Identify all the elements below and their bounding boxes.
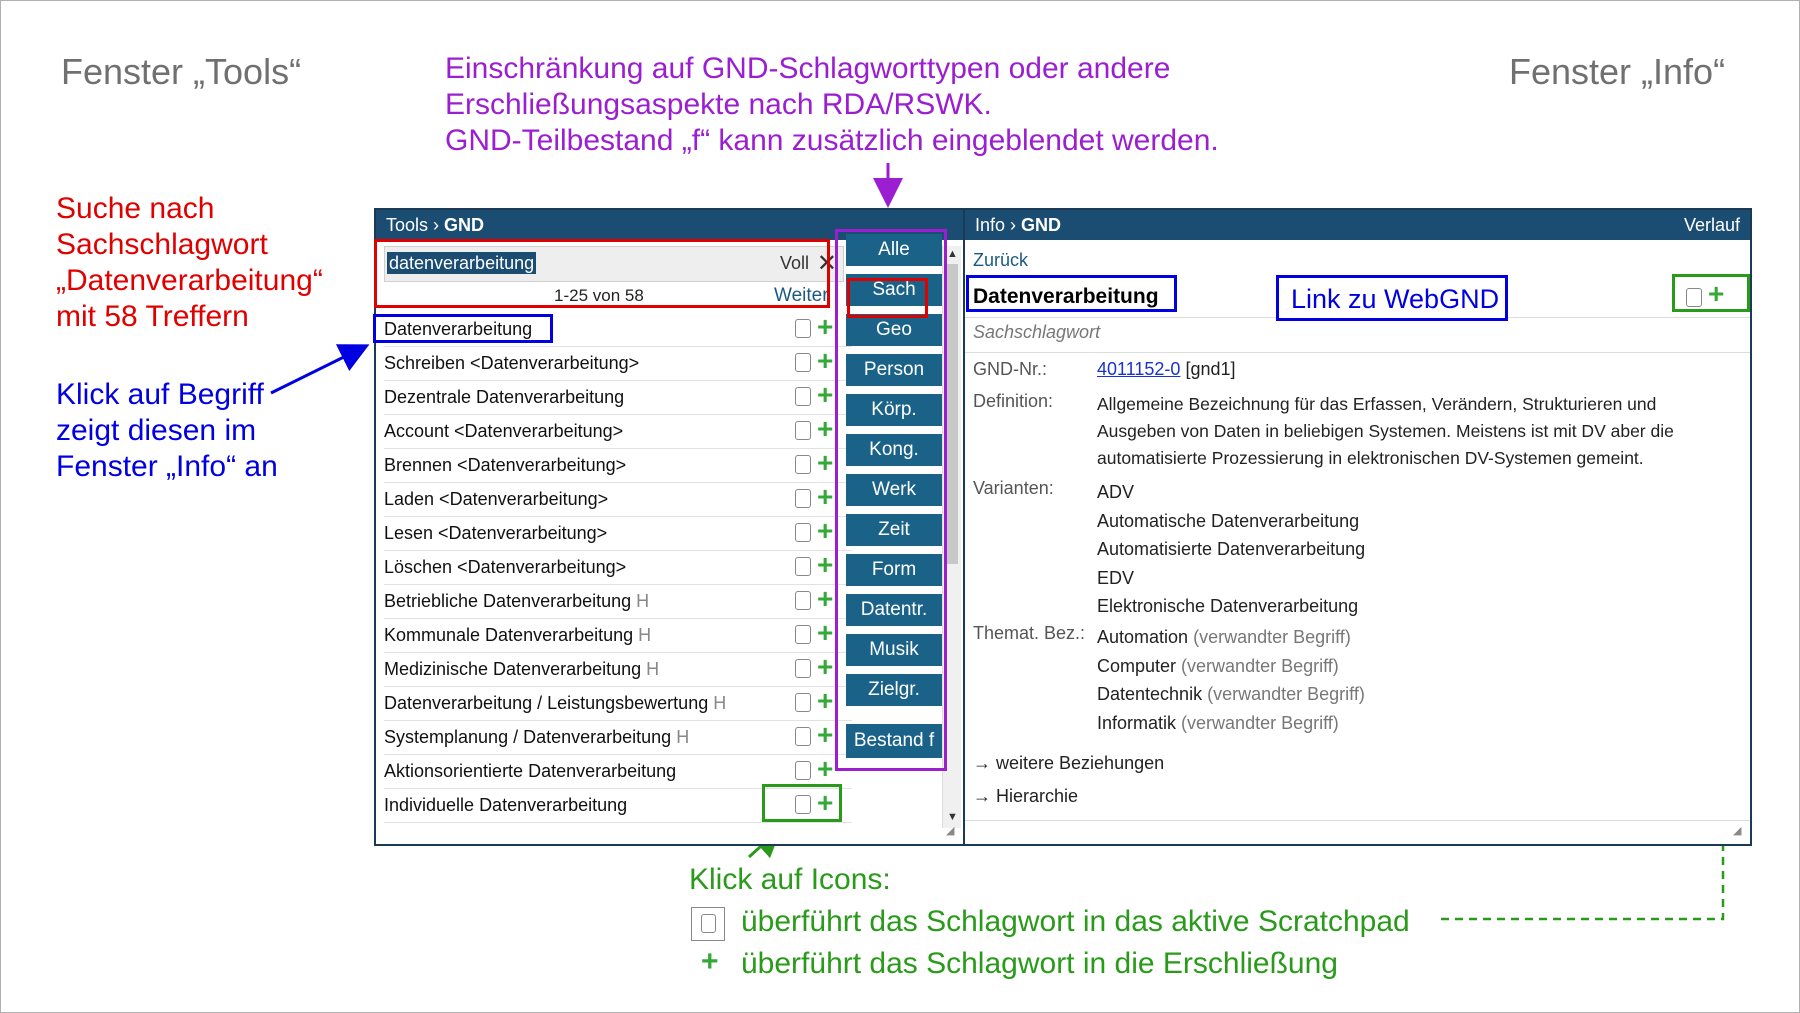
tools-breadcrumb-prefix: Tools › bbox=[386, 215, 445, 235]
copy-icon[interactable] bbox=[795, 523, 811, 542]
hierarchy-marker: H bbox=[646, 659, 660, 679]
red-annotation-line: Sachschlagwort bbox=[56, 228, 268, 261]
row-icons-highlight-box bbox=[762, 784, 842, 822]
result-term[interactable]: Brennen <Datenverarbeitung> bbox=[384, 455, 627, 475]
result-row[interactable] bbox=[384, 380, 852, 415]
result-label[interactable] bbox=[384, 693, 726, 714]
result-label[interactable] bbox=[384, 625, 651, 646]
copy-icon[interactable] bbox=[795, 455, 811, 474]
type-button[interactable]: Datentr. bbox=[846, 594, 942, 626]
tools-breadcrumb-current[interactable]: GND bbox=[444, 215, 485, 235]
hierarchy-link[interactable]: → Hierarchie bbox=[973, 786, 1079, 806]
copy-icon[interactable] bbox=[795, 727, 811, 746]
green-legend-title: Klick auf Icons: bbox=[689, 863, 891, 896]
type-button[interactable]: Werk bbox=[846, 474, 942, 506]
tools-scroll-thumb[interactable] bbox=[946, 264, 958, 564]
resize-handle-icon[interactable]: ◢ bbox=[1733, 825, 1742, 837]
result-term[interactable]: Betriebliche Datenverarbeitung bbox=[384, 591, 632, 611]
result-label[interactable] bbox=[384, 591, 649, 612]
type-button[interactable]: Alle bbox=[846, 234, 942, 266]
type-button[interactable]: Sach bbox=[846, 274, 942, 306]
result-label[interactable] bbox=[384, 761, 676, 782]
type-button[interactable]: Bestand f bbox=[846, 724, 942, 758]
related-term[interactable]: Datentechnik bbox=[1097, 684, 1203, 704]
definition-label: Definition: bbox=[973, 391, 1054, 411]
result-term[interactable]: Systemplanung / Datenverarbeitung bbox=[384, 727, 672, 747]
result-row[interactable] bbox=[384, 516, 852, 551]
type-button[interactable]: Körp. bbox=[846, 394, 942, 426]
result-label[interactable] bbox=[384, 659, 659, 680]
back-link[interactable]: Zurück bbox=[973, 250, 1029, 270]
copy-icon[interactable] bbox=[795, 591, 811, 610]
blue-annotation-line: Klick auf Begriff bbox=[56, 378, 264, 411]
result-count: 1-25 von 58 bbox=[554, 286, 644, 305]
result-term[interactable]: Account <Datenverarbeitung> bbox=[384, 421, 624, 441]
type-button[interactable]: Zielgr. bbox=[846, 674, 942, 706]
search-highlight-box bbox=[374, 239, 830, 308]
variant-item: EDV bbox=[1097, 567, 1135, 588]
hierarchy-marker: H bbox=[638, 625, 652, 645]
related-item bbox=[1097, 680, 1365, 709]
title-tools-window: Fenster „Tools“ bbox=[61, 51, 302, 92]
result-label[interactable] bbox=[384, 489, 608, 510]
entry-heading: Datenverarbeitung bbox=[973, 285, 1159, 308]
plus-icon[interactable]: + bbox=[817, 583, 834, 614]
result-term[interactable]: Löschen <Datenverarbeitung> bbox=[384, 557, 627, 577]
copy-icon[interactable] bbox=[795, 557, 811, 576]
hierarchy-marker: H bbox=[676, 727, 690, 747]
purple-annotation-line: Einschränkung auf GND-Schlagworttypen oder andere bbox=[445, 52, 1171, 85]
red-annotation-line: „Datenverarbeitung“ bbox=[56, 264, 323, 297]
copy-icon[interactable] bbox=[795, 625, 811, 644]
plus-icon[interactable]: + bbox=[817, 651, 834, 682]
sach-highlight-box bbox=[847, 278, 928, 318]
related-item bbox=[1097, 652, 1365, 681]
copy-icon[interactable] bbox=[795, 421, 811, 440]
copy-icon[interactable] bbox=[795, 319, 811, 338]
hierarchy-marker: H bbox=[636, 591, 650, 611]
plus-icon[interactable]: + bbox=[817, 447, 834, 478]
result-row[interactable] bbox=[384, 618, 852, 653]
related-term[interactable]: Informatik bbox=[1097, 712, 1177, 733]
result-term[interactable]: Medizinische Datenverarbeitung bbox=[384, 659, 642, 679]
variant-item: Automatische Datenverarbeitung bbox=[1097, 510, 1360, 531]
result-label[interactable] bbox=[384, 421, 623, 442]
result-term[interactable]: Schreiben <Datenverarbeitung> bbox=[384, 353, 640, 373]
gnd-number-label: GND-Nr.: bbox=[973, 359, 1047, 379]
info-icons-highlight-box bbox=[1672, 274, 1750, 312]
related-relation: (verwandter Begriff) bbox=[1193, 627, 1351, 647]
result-term[interactable]: Datenverarbeitung / Leistungsbewertung bbox=[384, 693, 709, 713]
related-relation: (verwandter Begriff) bbox=[1207, 684, 1365, 704]
next-page-link[interactable]: Weiter bbox=[774, 285, 829, 306]
type-button[interactable]: Form bbox=[846, 554, 942, 586]
close-icon[interactable]: ✕ bbox=[816, 250, 837, 277]
definition-line: Allgemeine Bezeichnung für das Erfassen, Verändern, Strukturieren und bbox=[1097, 394, 1657, 414]
plus-icon: + bbox=[701, 945, 719, 978]
result-term[interactable]: Dezentrale Datenverarbeitung bbox=[384, 387, 625, 407]
result-label[interactable] bbox=[384, 557, 626, 578]
plus-icon[interactable]: + bbox=[817, 719, 834, 750]
result-label[interactable] bbox=[384, 353, 639, 374]
type-button[interactable]: Zeit bbox=[846, 514, 942, 546]
related-relation: (verwandter Begriff) bbox=[1181, 655, 1339, 676]
heading-highlight-box bbox=[966, 275, 1177, 312]
variants-list bbox=[1097, 478, 1365, 621]
plus-icon[interactable]: + bbox=[817, 515, 834, 546]
result-term[interactable]: Individuelle Datenverarbeitung bbox=[384, 795, 628, 815]
entry-type: Sachschlagwort bbox=[973, 322, 1101, 342]
definition-text bbox=[1097, 391, 1674, 472]
result-label[interactable] bbox=[384, 455, 626, 476]
info-breadcrumb-prefix: Info › bbox=[975, 215, 1022, 235]
copy-icon[interactable] bbox=[795, 761, 811, 780]
type-divider bbox=[965, 352, 1750, 353]
result-term[interactable]: Aktionsorientierte Datenverarbeitung bbox=[384, 761, 677, 781]
plus-icon[interactable]: + bbox=[817, 311, 834, 342]
link-webgnd-text: Link zu WebGND bbox=[1291, 284, 1500, 314]
history-link[interactable]: Verlauf bbox=[1683, 215, 1740, 235]
info-titlebar bbox=[965, 210, 1750, 240]
info-footer-divider bbox=[965, 820, 1750, 821]
plus-icon[interactable]: + bbox=[817, 413, 834, 444]
result-label[interactable] bbox=[384, 387, 624, 408]
result-term[interactable]: Kommunale Datenverarbeitung bbox=[384, 625, 634, 645]
blue-arrow-to-result bbox=[271, 351, 356, 393]
result-row[interactable] bbox=[384, 652, 852, 687]
blue-annotation-line: Fenster „Info“ an bbox=[56, 450, 278, 483]
copy-icon[interactable] bbox=[795, 693, 811, 712]
result-term[interactable]: Laden <Datenverarbeitung> bbox=[384, 489, 609, 509]
legend-copy-box bbox=[691, 907, 725, 941]
plus-icon[interactable]: + bbox=[817, 549, 834, 580]
search-mode-toggle[interactable]: Voll bbox=[779, 253, 809, 273]
gnd-number-row bbox=[1097, 359, 1235, 380]
gnd-source: [gnd1] bbox=[1185, 359, 1236, 379]
plus-icon[interactable]: + bbox=[817, 787, 834, 818]
plus-icon[interactable]: + bbox=[817, 753, 834, 784]
result-label[interactable] bbox=[384, 523, 607, 544]
plus-icon[interactable]: + bbox=[817, 617, 834, 648]
type-button[interactable]: Musik bbox=[846, 634, 942, 666]
plus-icon[interactable]: + bbox=[817, 379, 834, 410]
type-button[interactable]: Kong. bbox=[846, 434, 942, 466]
related-item bbox=[1097, 709, 1365, 738]
plus-icon[interactable]: + bbox=[817, 685, 834, 716]
result-row[interactable] bbox=[384, 448, 852, 483]
title-info-window: Fenster „Info“ bbox=[1509, 51, 1726, 92]
search-input-value[interactable]: datenverarbeitung bbox=[389, 253, 535, 273]
red-annotation-line: mit 58 Treffern bbox=[56, 300, 249, 333]
result-row[interactable] bbox=[384, 346, 852, 381]
copy-icon[interactable] bbox=[795, 387, 811, 406]
definition-line: automatisierte Prozessierung in elektronischen DV-Systemen gemeint. bbox=[1097, 448, 1644, 468]
related-item bbox=[1097, 623, 1365, 652]
link-webgnd-callout bbox=[1276, 275, 1508, 321]
green-legend-copy: überführt das Schlagwort in das aktive Scratchpad bbox=[741, 905, 1410, 938]
type-button[interactable]: Person bbox=[846, 354, 942, 386]
copy-icon bbox=[701, 914, 716, 933]
result-label[interactable] bbox=[384, 727, 689, 748]
plus-icon[interactable]: + bbox=[1708, 278, 1725, 309]
related-list bbox=[1097, 623, 1365, 737]
copy-icon[interactable] bbox=[795, 659, 811, 678]
type-button[interactable]: Geo bbox=[846, 314, 942, 346]
result-row[interactable] bbox=[384, 550, 852, 585]
variants-label: Varianten: bbox=[973, 478, 1054, 498]
related-term[interactable]: Automation bbox=[1097, 627, 1189, 647]
plus-icon[interactable]: + bbox=[817, 345, 834, 376]
result-term[interactable]: Lesen <Datenverarbeitung> bbox=[384, 523, 608, 543]
result-row[interactable] bbox=[384, 482, 852, 517]
result-row[interactable] bbox=[384, 584, 852, 619]
result-label[interactable] bbox=[384, 795, 627, 816]
green-legend-plus: überführt das Schlagwort in die Erschließung bbox=[741, 947, 1338, 980]
result-term[interactable]: Datenverarbeitung bbox=[384, 319, 533, 339]
result-row[interactable] bbox=[384, 414, 852, 449]
more-relations-link[interactable]: → weitere Beziehungen bbox=[973, 753, 1165, 773]
result-row[interactable] bbox=[384, 686, 852, 721]
hierarchy-marker: H bbox=[713, 693, 727, 713]
definition-line: Ausgeben von Daten in beliebigen Systemen. Meistens ist mit DV aber die bbox=[1097, 421, 1674, 441]
result-row[interactable] bbox=[384, 720, 852, 755]
related-relation: (verwandter Begriff) bbox=[1181, 712, 1339, 733]
variant-item: Elektronische Datenverarbeitung bbox=[1097, 596, 1359, 616]
related-label: Themat. Bez.: bbox=[973, 623, 1086, 643]
related-term[interactable]: Computer bbox=[1097, 655, 1177, 676]
webgnd-link[interactable]: 4011152-0 bbox=[1097, 359, 1181, 379]
variant-item: Automatisierte Datenverarbeitung bbox=[1097, 539, 1366, 559]
variant-item: ADV bbox=[1097, 482, 1135, 502]
red-annotation-line: Suche nach bbox=[56, 192, 215, 225]
blue-annotation-line: zeigt diesen im bbox=[56, 414, 257, 447]
purple-annotation-line: GND-Teilbestand „f“ kann zusätzlich eingeblendet werden. bbox=[445, 124, 1219, 157]
scroll-up-icon[interactable]: ▲ bbox=[947, 248, 958, 260]
info-breadcrumb-current[interactable]: GND bbox=[1021, 215, 1062, 235]
purple-annotation-line: Erschließungsaspekte nach RDA/RSWK. bbox=[445, 88, 992, 121]
copy-icon[interactable] bbox=[795, 489, 811, 508]
copy-icon[interactable] bbox=[795, 353, 811, 372]
first-result-highlight-box bbox=[373, 314, 553, 343]
plus-icon[interactable]: + bbox=[817, 481, 834, 512]
resize-handle-icon[interactable]: ◢ bbox=[946, 825, 955, 837]
scroll-down-icon[interactable]: ▼ bbox=[947, 811, 958, 823]
